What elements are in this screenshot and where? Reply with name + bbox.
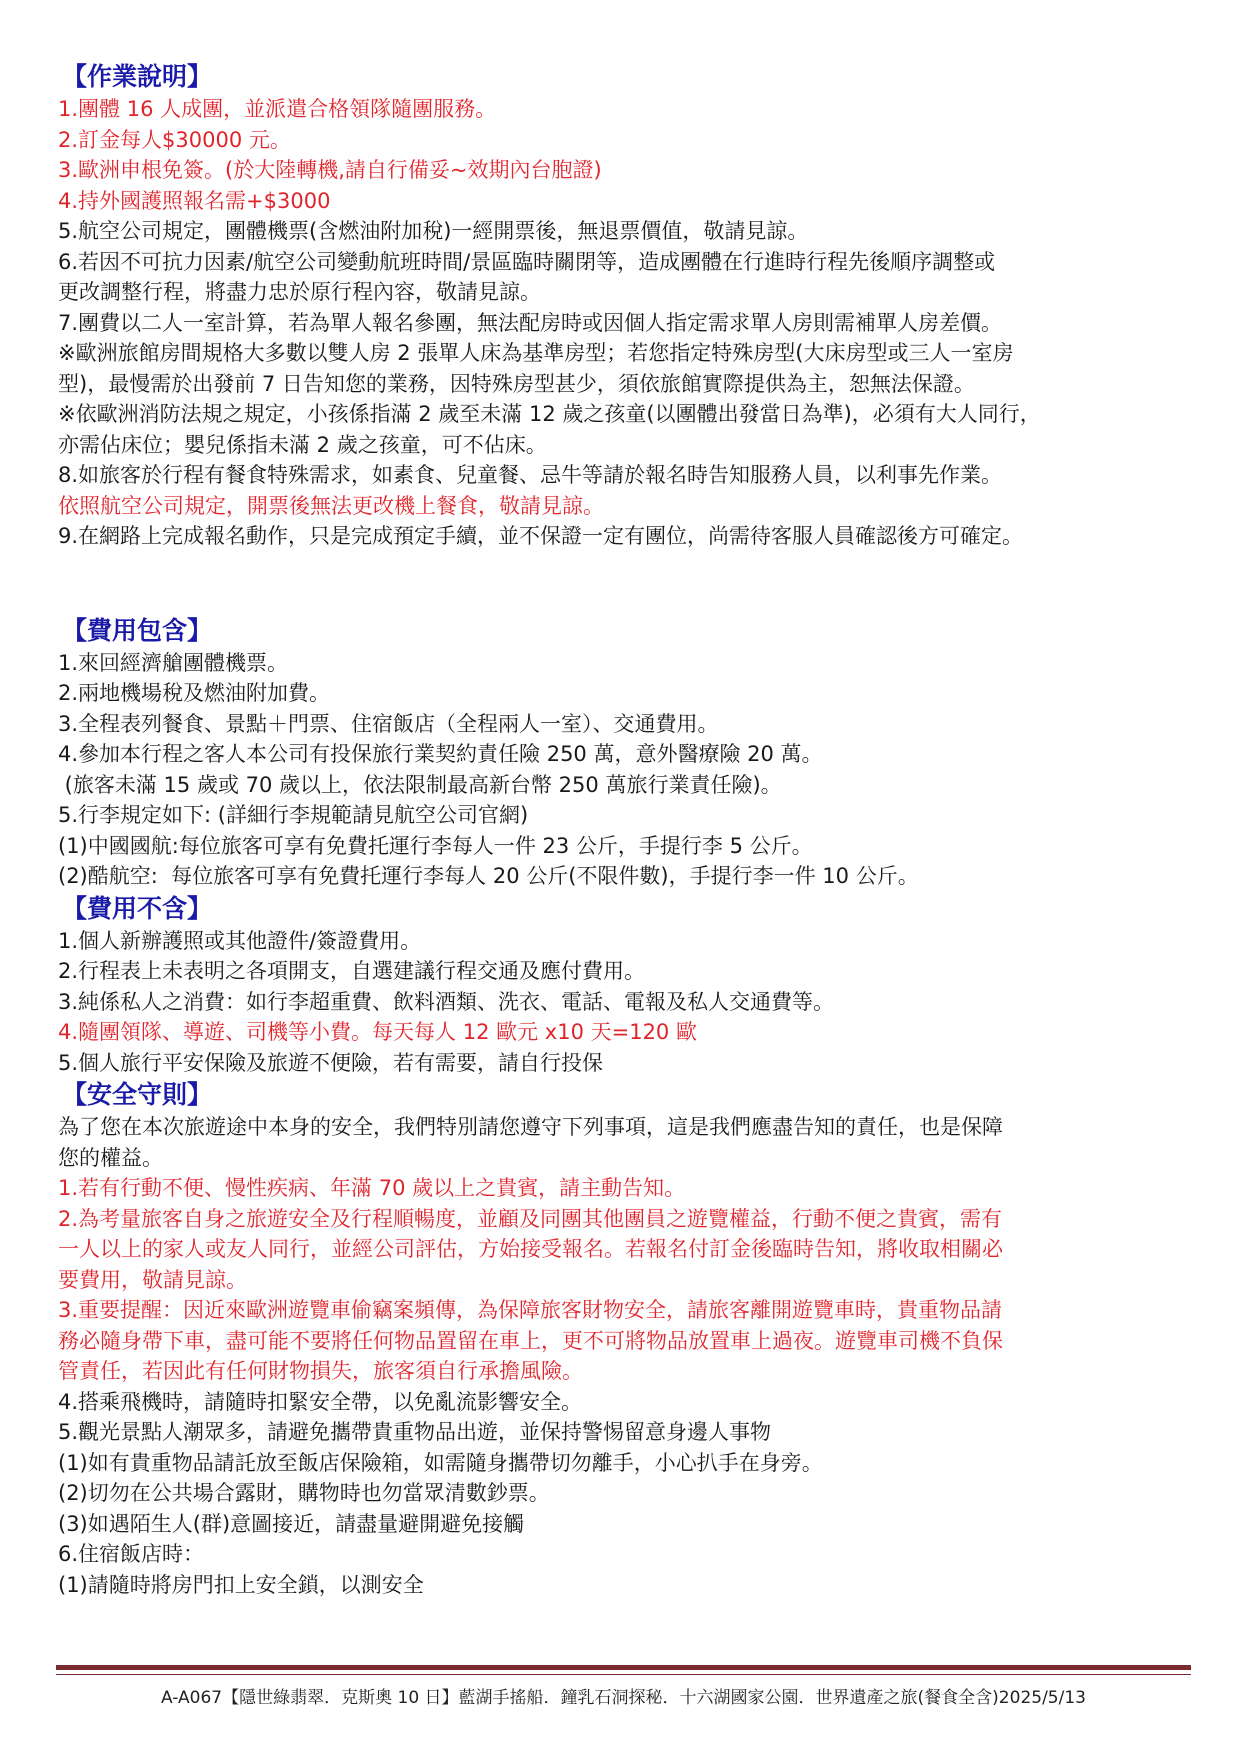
included-title: 【費用包含】 [62,615,213,645]
operation-line: ※歐洲旅館房間規格大多數以雙人房 2 張單人床為基準房型；若您指定特殊房型(大床房型或三人一室房 [58,341,1014,365]
section-spacer [58,552,1193,614]
operation-line: 1.團體 16 人成團，並派遣合格領隊隨團服務。 [58,97,497,121]
safety-line: (3)如遇陌生人(群)意圖接近，請盡量避開避免接觸 [58,1511,525,1536]
operation-line: ※依歐洲消防法規之規定，小孩係指滿 2 歲至未滿 12 歲之孩童(以團體出發當日為準)，必須有大人同行， [58,402,1041,426]
excluded-line: 2.行程表上未表明之各項開支，自選建議行程交通及應付費用。 [58,959,646,983]
included-line: (旅客未滿 15 歲或 70 歲以上，依法限制最高新台幣 250 萬旅行業責任險)。 [58,772,782,797]
safety-line: 4.搭乘飛機時，請隨時扣緊安全帶，以免亂流影響安全。 [58,1389,583,1414]
operation-line: 5.航空公司規定，團體機票(含燃油附加稅)一經開票後，無退票價值，敬請見諒。 [58,219,809,243]
operation-line: 7.團費以二人一室計算，若為單人報名參團，無法配房時或因個人指定需求單人房則需補單人房差價。 [58,310,1003,335]
included-line: 3.全程表列餐食、景點＋門票、住宿飯店（全程兩人一室）、交通費用。 [58,711,719,736]
excluded-line: 3.純係私人之消費：如行李超重費、飲料酒類、洗衣、電話、電報及私人交通費等。 [58,989,835,1014]
excluded-line: 1.個人新辦護照或其他證件/簽證費用。 [58,928,422,953]
operation-line: 3.歐洲申根免簽。(於大陸轉機,請自行備妥~效期內台胞證) [58,158,602,182]
safety-line: 一人以上的家人或友人同行，並經公司評估，方始接受報名。若報名付訂金後臨時告知，將收取相關必 [58,1237,1003,1261]
operation-line: 4.持外國護照報名需+$3000 [58,188,331,213]
excluded-line: 4.隨團領隊、導遊、司機等小費。每天每人 12 歐元 x10 天=120 歐 [58,1020,697,1044]
safety-line: 您的權益。 [58,1145,163,1170]
included-line: 2.兩地機場稅及燃油附加費。 [58,681,331,705]
footer-divider [56,1665,1191,1670]
operation-line: 更改調整行程，將盡力忠於原行程內容，敬請見諒。 [58,280,541,304]
included-line: 5.行李規定如下: (詳細行李規範請見航空公司官網) [58,803,529,827]
safety-section [58,1078,1193,1600]
safety-line: 5.觀光景點人潮眾多，請避免攜帶貴重物品出遊，並保持警惕留意身邊人事物 [58,1420,772,1444]
safety-line: (2)切勿在公共場合露財，購物時也勿當眾清數鈔票。 [58,1481,550,1505]
included-section [58,614,1193,892]
footer-divider-thin [56,1674,1191,1675]
safety-line: 要費用，敬請見諒。 [58,1267,247,1292]
safety-line: 3.重要提醒：因近來歐洲遊覽車偷竊案頻傳，為保障旅客財物安全，請旅客離開遊覽車時，貴重物品請 [58,1298,1003,1322]
operation-line: 型)，最慢需於出發前 7 日告知您的業務，因特殊房型甚少，須依旅館實際提供為主，恕無法保證。 [58,371,975,396]
operation-line: 亦需佔床位；嬰兒係指未滿 2 歲之孩童，可不佔床。 [58,432,547,457]
included-line: 1.來回經濟艙團體機票。 [58,650,289,675]
safety-title: 【安全守則】 [62,1080,213,1109]
excluded-title: 【費用不含】 [62,893,213,923]
operation-line: 依照航空公司規定，開票後無法更改機上餐食，敬請見諒。 [58,493,604,518]
included-line: 4.參加本行程之客人本公司有投保旅行業契約責任險 250 萬，意外醫療險 20 萬。 [58,742,823,766]
operation-line: 2.訂金每人$30000 元。 [58,127,291,152]
operation-title: 【作業說明】 [62,62,213,91]
operation-line: 9.在網路上完成報名動作，只是完成預定手續，並不保證一定有團位，尚需待客服人員確認後方可確定。 [58,524,1024,548]
safety-line: 管責任，若因此有任何財物損失，旅客須自行承擔風險。 [58,1359,583,1383]
safety-line: 2.為考量旅客自身之旅遊安全及行程順暢度，並顧及同團其他團員之遊覽權益，行動不便之貴賓，需有 [58,1206,1003,1231]
operation-line: 8.如旅客於行程有餐食特殊需求，如素食、兒童餐、忌牛等請於報名時告知服務人員，以利事先作業。 [58,463,1003,487]
page-footer: A-A067【隱世綠翡翠．克斯奧 10 日】藍湖手搖船．鐘乳石洞探秘．十六湖國家公園．世界遺產之旅(餐食全含)2025/5/13 [161,1688,1086,1708]
included-line: (1)中國國航:每位旅客可享有免費托運行李每人一件 23 公斤，手提行李 5 公斤。 [58,833,813,858]
excluded-section [58,892,1193,1079]
safety-line: 1.若有行動不便、慢性疾病、年滿 70 歲以上之貴賓，請主動告知。 [58,1176,686,1200]
safety-line: 務必隨身帶下車，盡可能不要將任何物品置留在車上，更不可將物品放置車上過夜。遊覽車司機不負保 [58,1328,1003,1353]
safety-line: 為了您在本次旅遊途中本身的安全，我們特別請您遵守下列事項，這是我們應盡告知的責任，也是保障 [58,1115,1003,1139]
included-line: (2)酷航空: 每位旅客可享有免費托運行李每人 20 公斤(不限件數)，手提行李一件 10 公斤。 [58,864,919,888]
operation-section [58,60,1193,552]
operation-line: 6.若因不可抗力因素/航空公司變動航班時間/景區臨時關閉等，造成團體在行進時行程先後順序調整或 [58,249,996,274]
safety-line: 6.住宿飯店時： [58,1542,205,1566]
safety-line: (1)請隨時將房門扣上安全鎖，以測安全 [58,1572,424,1597]
excluded-line: 5.個人旅行平安保險及旅遊不便險，若有需要，請自行投保 [58,1050,604,1075]
safety-line: (1)如有貴重物品請託放至飯店保險箱，如需隨身攜帶切勿離手，小心扒手在身旁。 [58,1450,823,1475]
document-content [58,60,1193,1600]
